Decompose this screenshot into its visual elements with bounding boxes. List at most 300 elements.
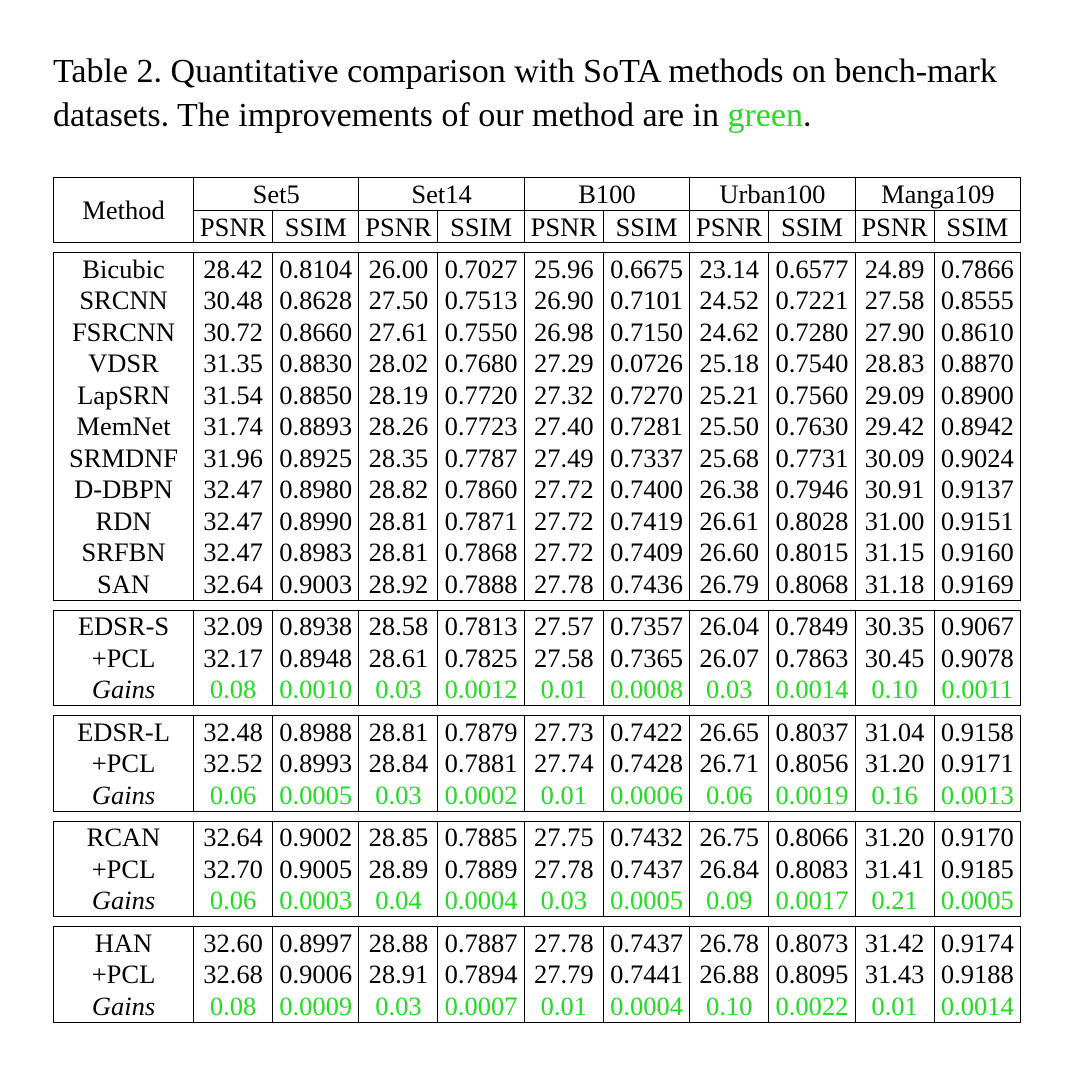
value-cell: 31.35: [194, 348, 273, 380]
group-spacer: [54, 243, 1021, 253]
gain-cell: 0.08: [194, 990, 273, 1022]
group-spacer-cell: [54, 706, 1021, 716]
group-spacer-cell: [54, 917, 1021, 927]
value-cell: 27.78: [524, 853, 603, 885]
value-cell: 0.9137: [934, 474, 1020, 506]
value-cell: 0.8893: [273, 411, 359, 443]
value-cell: 0.7357: [603, 610, 689, 642]
value-cell: 27.29: [524, 348, 603, 380]
value-cell: 0.7720: [438, 379, 524, 411]
group-spacer-cell: [54, 811, 1021, 821]
value-cell: 0.9174: [934, 927, 1020, 959]
method-cell: LapSRN: [54, 379, 194, 411]
value-cell: 27.74: [524, 748, 603, 780]
method-cell: MemNet: [54, 411, 194, 443]
value-cell: 0.8104: [273, 253, 359, 285]
gain-cell: 0.0006: [603, 779, 689, 811]
value-cell: 0.8068: [769, 568, 855, 600]
value-cell: 31.04: [855, 716, 934, 748]
value-cell: 30.48: [194, 285, 273, 317]
value-cell: 28.42: [194, 253, 273, 285]
method-cell: SRFBN: [54, 537, 194, 569]
value-cell: 28.82: [359, 474, 438, 506]
metric-header: PSNR: [855, 211, 934, 243]
value-cell: 0.9170: [934, 821, 1020, 853]
value-cell: 0.9002: [273, 821, 359, 853]
group-spacer-cell: [54, 243, 1021, 253]
value-cell: 25.96: [524, 253, 603, 285]
value-cell: 0.7813: [438, 610, 524, 642]
value-cell: 0.7894: [438, 959, 524, 991]
value-cell: 0.7680: [438, 348, 524, 380]
group-spacer: [54, 811, 1021, 821]
value-cell: 28.61: [359, 642, 438, 674]
value-cell: 30.35: [855, 610, 934, 642]
value-cell: 28.35: [359, 442, 438, 474]
dataset-header: B100: [524, 178, 689, 211]
table-caption: [53, 50, 1023, 138]
table-row: [54, 748, 1021, 780]
method-cell: +PCL: [54, 642, 194, 674]
gain-cell: 0.10: [855, 674, 934, 706]
value-cell: 27.78: [524, 927, 603, 959]
value-cell: 0.9160: [934, 537, 1020, 569]
value-cell: 31.15: [855, 537, 934, 569]
value-cell: 0.7027: [438, 253, 524, 285]
gains-row: [54, 990, 1021, 1022]
value-cell: 0.8083: [769, 853, 855, 885]
value-cell: 24.62: [690, 316, 769, 348]
value-cell: 23.14: [690, 253, 769, 285]
value-cell: 0.7888: [438, 568, 524, 600]
value-cell: 32.09: [194, 610, 273, 642]
value-cell: 0.7436: [603, 568, 689, 600]
value-cell: 31.18: [855, 568, 934, 600]
value-cell: 32.64: [194, 568, 273, 600]
metric-header: PSNR: [690, 211, 769, 243]
value-cell: 29.42: [855, 411, 934, 443]
value-cell: 0.7409: [603, 537, 689, 569]
value-cell: 0.8993: [273, 748, 359, 780]
method-cell: VDSR: [54, 348, 194, 380]
value-cell: 0.9151: [934, 505, 1020, 537]
method-cell: SAN: [54, 568, 194, 600]
value-cell: 32.47: [194, 474, 273, 506]
value-cell: 0.8555: [934, 285, 1020, 317]
gain-cell: 0.09: [690, 885, 769, 917]
value-cell: 0.8610: [934, 316, 1020, 348]
value-cell: 0.8628: [273, 285, 359, 317]
method-cell: Gains: [54, 885, 194, 917]
gain-cell: 0.0008: [603, 674, 689, 706]
value-cell: 28.81: [359, 505, 438, 537]
table-row: [54, 379, 1021, 411]
value-cell: 0.8983: [273, 537, 359, 569]
value-cell: 24.52: [690, 285, 769, 317]
value-cell: 0.7400: [603, 474, 689, 506]
value-cell: 0.9188: [934, 959, 1020, 991]
metric-header: PSNR: [524, 211, 603, 243]
value-cell: 0.7432: [603, 821, 689, 853]
value-cell: 26.84: [690, 853, 769, 885]
method-cell: +PCL: [54, 853, 194, 885]
value-cell: 0.7419: [603, 505, 689, 537]
value-cell: 26.90: [524, 285, 603, 317]
value-cell: 0.8948: [273, 642, 359, 674]
value-cell: 27.50: [359, 285, 438, 317]
gain-cell: 0.01: [524, 674, 603, 706]
value-cell: 30.91: [855, 474, 934, 506]
table-row: [54, 316, 1021, 348]
gain-cell: 0.08: [194, 674, 273, 706]
gain-cell: 0.0010: [273, 674, 359, 706]
gain-cell: 0.0003: [273, 885, 359, 917]
value-cell: 0.7422: [603, 716, 689, 748]
gain-cell: 0.06: [194, 779, 273, 811]
value-cell: 0.7946: [769, 474, 855, 506]
value-cell: 0.7513: [438, 285, 524, 317]
value-cell: 0.8073: [769, 927, 855, 959]
value-cell: 28.89: [359, 853, 438, 885]
gain-cell: 0.0011: [934, 674, 1020, 706]
group-spacer: [54, 706, 1021, 716]
value-cell: 32.47: [194, 537, 273, 569]
method-cell: Bicubic: [54, 253, 194, 285]
gains-row: [54, 885, 1021, 917]
value-cell: 26.79: [690, 568, 769, 600]
value-cell: 0.9169: [934, 568, 1020, 600]
gains-row: [54, 779, 1021, 811]
value-cell: 28.88: [359, 927, 438, 959]
value-cell: 0.7825: [438, 642, 524, 674]
value-cell: 0.7723: [438, 411, 524, 443]
table-row: [54, 442, 1021, 474]
value-cell: 0.8900: [934, 379, 1020, 411]
value-cell: 0.9067: [934, 610, 1020, 642]
value-cell: 27.78: [524, 568, 603, 600]
table-row: [54, 642, 1021, 674]
gain-cell: 0.03: [690, 674, 769, 706]
value-cell: 31.96: [194, 442, 273, 474]
value-cell: 25.21: [690, 379, 769, 411]
value-cell: 0.8942: [934, 411, 1020, 443]
method-cell: SRCNN: [54, 285, 194, 317]
value-cell: 27.49: [524, 442, 603, 474]
value-cell: 26.38: [690, 474, 769, 506]
value-cell: 0.9006: [273, 959, 359, 991]
value-cell: 0.8938: [273, 610, 359, 642]
value-cell: 27.90: [855, 316, 934, 348]
value-cell: 27.32: [524, 379, 603, 411]
value-cell: 0.8095: [769, 959, 855, 991]
gain-cell: 0.0004: [438, 885, 524, 917]
value-cell: 0.8037: [769, 716, 855, 748]
value-cell: 0.7879: [438, 716, 524, 748]
value-cell: 27.75: [524, 821, 603, 853]
value-cell: 31.20: [855, 821, 934, 853]
table-row: [54, 285, 1021, 317]
method-cell: +PCL: [54, 748, 194, 780]
value-cell: 31.42: [855, 927, 934, 959]
value-cell: 0.7889: [438, 853, 524, 885]
table-row: [54, 537, 1021, 569]
gain-cell: 0.0013: [934, 779, 1020, 811]
value-cell: 0.8066: [769, 821, 855, 853]
value-cell: 0.7868: [438, 537, 524, 569]
value-cell: 0.8015: [769, 537, 855, 569]
value-cell: 0.9078: [934, 642, 1020, 674]
metric-header: SSIM: [603, 211, 689, 243]
value-cell: 0.7270: [603, 379, 689, 411]
value-cell: 0.7150: [603, 316, 689, 348]
gain-cell: 0.03: [524, 885, 603, 917]
metric-header: SSIM: [769, 211, 855, 243]
value-cell: 32.68: [194, 959, 273, 991]
value-cell: 32.52: [194, 748, 273, 780]
table-row: [54, 610, 1021, 642]
value-cell: 0.7866: [934, 253, 1020, 285]
value-cell: 30.72: [194, 316, 273, 348]
value-cell: 24.89: [855, 253, 934, 285]
method-cell: SRMDNF: [54, 442, 194, 474]
value-cell: 0.8830: [273, 348, 359, 380]
value-cell: 28.84: [359, 748, 438, 780]
value-cell: 0.7860: [438, 474, 524, 506]
value-cell: 27.61: [359, 316, 438, 348]
value-cell: 0.7630: [769, 411, 855, 443]
method-cell: EDSR-L: [54, 716, 194, 748]
value-cell: 29.09: [855, 379, 934, 411]
value-cell: 26.04: [690, 610, 769, 642]
gain-cell: 0.03: [359, 990, 438, 1022]
value-cell: 26.88: [690, 959, 769, 991]
value-cell: 30.45: [855, 642, 934, 674]
value-cell: 0.8870: [934, 348, 1020, 380]
value-cell: 26.00: [359, 253, 438, 285]
value-cell: 0.7437: [603, 853, 689, 885]
value-cell: 31.00: [855, 505, 934, 537]
dataset-header: Urban100: [690, 178, 855, 211]
value-cell: 0.8028: [769, 505, 855, 537]
dataset-header: Set5: [194, 178, 359, 211]
value-cell: 0.8850: [273, 379, 359, 411]
value-cell: 0.8988: [273, 716, 359, 748]
value-cell: 27.79: [524, 959, 603, 991]
value-cell: 0.0726: [603, 348, 689, 380]
gain-cell: 0.0017: [769, 885, 855, 917]
table-row: [54, 927, 1021, 959]
value-cell: 0.7337: [603, 442, 689, 474]
value-cell: 0.7221: [769, 285, 855, 317]
method-cell: RCAN: [54, 821, 194, 853]
gain-cell: 0.10: [690, 990, 769, 1022]
value-cell: 0.7540: [769, 348, 855, 380]
gain-cell: 0.21: [855, 885, 934, 917]
group-spacer-cell: [54, 600, 1021, 610]
gain-cell: 0.0005: [273, 779, 359, 811]
value-cell: 26.61: [690, 505, 769, 537]
value-cell: 0.8925: [273, 442, 359, 474]
value-cell: 25.18: [690, 348, 769, 380]
value-cell: 0.7863: [769, 642, 855, 674]
gain-cell: 0.16: [855, 779, 934, 811]
value-cell: 28.92: [359, 568, 438, 600]
table-body: [54, 243, 1021, 1023]
value-cell: 0.7871: [438, 505, 524, 537]
value-cell: 0.7101: [603, 285, 689, 317]
table-row: [54, 411, 1021, 443]
value-cell: 27.72: [524, 474, 603, 506]
gain-cell: 0.0002: [438, 779, 524, 811]
results-table: [53, 177, 1021, 1023]
gain-cell: 0.06: [194, 885, 273, 917]
value-cell: 28.91: [359, 959, 438, 991]
value-cell: 28.58: [359, 610, 438, 642]
value-cell: 28.81: [359, 537, 438, 569]
dataset-header: Set14: [359, 178, 524, 211]
value-cell: 27.73: [524, 716, 603, 748]
gain-cell: 0.04: [359, 885, 438, 917]
value-cell: 0.7550: [438, 316, 524, 348]
method-cell: +PCL: [54, 959, 194, 991]
value-cell: 0.7428: [603, 748, 689, 780]
method-cell: D-DBPN: [54, 474, 194, 506]
gain-cell: 0.0007: [438, 990, 524, 1022]
value-cell: 32.64: [194, 821, 273, 853]
value-cell: 26.60: [690, 537, 769, 569]
value-cell: 27.40: [524, 411, 603, 443]
value-cell: 0.7887: [438, 927, 524, 959]
value-cell: 0.8980: [273, 474, 359, 506]
gain-cell: 0.0009: [273, 990, 359, 1022]
gain-cell: 0.0012: [438, 674, 524, 706]
method-cell: Gains: [54, 990, 194, 1022]
value-cell: 0.9158: [934, 716, 1020, 748]
value-cell: 0.8997: [273, 927, 359, 959]
table-row: [54, 568, 1021, 600]
caption-text: Quantitative comparison with SoTA methods on bench-mark datasets. The improvements of our method are in: [53, 53, 997, 134]
method-cell: RDN: [54, 505, 194, 537]
table-row: [54, 716, 1021, 748]
value-cell: 0.9171: [934, 748, 1020, 780]
metric-header: SSIM: [273, 211, 359, 243]
value-cell: 32.17: [194, 642, 273, 674]
value-cell: 32.48: [194, 716, 273, 748]
method-header: Method: [54, 178, 194, 243]
value-cell: 26.98: [524, 316, 603, 348]
method-cell: Gains: [54, 674, 194, 706]
value-cell: 0.8660: [273, 316, 359, 348]
value-cell: 31.41: [855, 853, 934, 885]
value-cell: 0.9005: [273, 853, 359, 885]
table-row: [54, 821, 1021, 853]
value-cell: 0.9003: [273, 568, 359, 600]
value-cell: 28.83: [855, 348, 934, 380]
value-cell: 0.7881: [438, 748, 524, 780]
gain-cell: 0.01: [524, 990, 603, 1022]
method-cell: EDSR-S: [54, 610, 194, 642]
method-cell: HAN: [54, 927, 194, 959]
caption-label: Table 2.: [53, 53, 163, 90]
value-cell: 0.7560: [769, 379, 855, 411]
gain-cell: 0.0005: [603, 885, 689, 917]
gain-cell: 0.0019: [769, 779, 855, 811]
gains-row: [54, 674, 1021, 706]
value-cell: 0.8056: [769, 748, 855, 780]
gain-cell: 0.01: [524, 779, 603, 811]
value-cell: 31.54: [194, 379, 273, 411]
gain-cell: 0.03: [359, 674, 438, 706]
method-cell: Gains: [54, 779, 194, 811]
value-cell: 0.7849: [769, 610, 855, 642]
caption-highlight: green: [727, 97, 803, 134]
table-row: [54, 959, 1021, 991]
value-cell: 0.7441: [603, 959, 689, 991]
metric-header: SSIM: [438, 211, 524, 243]
gain-cell: 0.0014: [769, 674, 855, 706]
group-spacer: [54, 600, 1021, 610]
value-cell: 32.70: [194, 853, 273, 885]
gain-cell: 0.01: [855, 990, 934, 1022]
gain-cell: 0.06: [690, 779, 769, 811]
table-row: [54, 853, 1021, 885]
metric-header: SSIM: [934, 211, 1020, 243]
value-cell: 32.60: [194, 927, 273, 959]
table-row: [54, 348, 1021, 380]
value-cell: 26.71: [690, 748, 769, 780]
value-cell: 27.57: [524, 610, 603, 642]
table-row: [54, 505, 1021, 537]
metric-header: PSNR: [194, 211, 273, 243]
value-cell: 28.26: [359, 411, 438, 443]
value-cell: 0.7885: [438, 821, 524, 853]
dataset-header: Manga109: [855, 178, 1020, 211]
value-cell: 25.50: [690, 411, 769, 443]
value-cell: 27.58: [855, 285, 934, 317]
value-cell: 0.7731: [769, 442, 855, 474]
gain-cell: 0.0005: [934, 885, 1020, 917]
value-cell: 0.7787: [438, 442, 524, 474]
value-cell: 0.7365: [603, 642, 689, 674]
value-cell: 26.78: [690, 927, 769, 959]
value-cell: 28.19: [359, 379, 438, 411]
method-cell: FSRCNN: [54, 316, 194, 348]
value-cell: 0.9185: [934, 853, 1020, 885]
group-spacer: [54, 917, 1021, 927]
value-cell: 27.58: [524, 642, 603, 674]
value-cell: 31.20: [855, 748, 934, 780]
value-cell: 27.72: [524, 505, 603, 537]
value-cell: 32.47: [194, 505, 273, 537]
value-cell: 26.65: [690, 716, 769, 748]
value-cell: 0.6675: [603, 253, 689, 285]
value-cell: 30.09: [855, 442, 934, 474]
value-cell: 0.9024: [934, 442, 1020, 474]
value-cell: 31.74: [194, 411, 273, 443]
gain-cell: 0.03: [359, 779, 438, 811]
gain-cell: 0.0014: [934, 990, 1020, 1022]
header-row-datasets: [54, 178, 1021, 211]
gain-cell: 0.0004: [603, 990, 689, 1022]
header-row-metrics: [54, 211, 1021, 243]
metric-header: PSNR: [359, 211, 438, 243]
table-row: [54, 253, 1021, 285]
value-cell: 28.85: [359, 821, 438, 853]
value-cell: 0.7437: [603, 927, 689, 959]
table-row: [54, 474, 1021, 506]
value-cell: 31.43: [855, 959, 934, 991]
gain-cell: 0.0022: [769, 990, 855, 1022]
